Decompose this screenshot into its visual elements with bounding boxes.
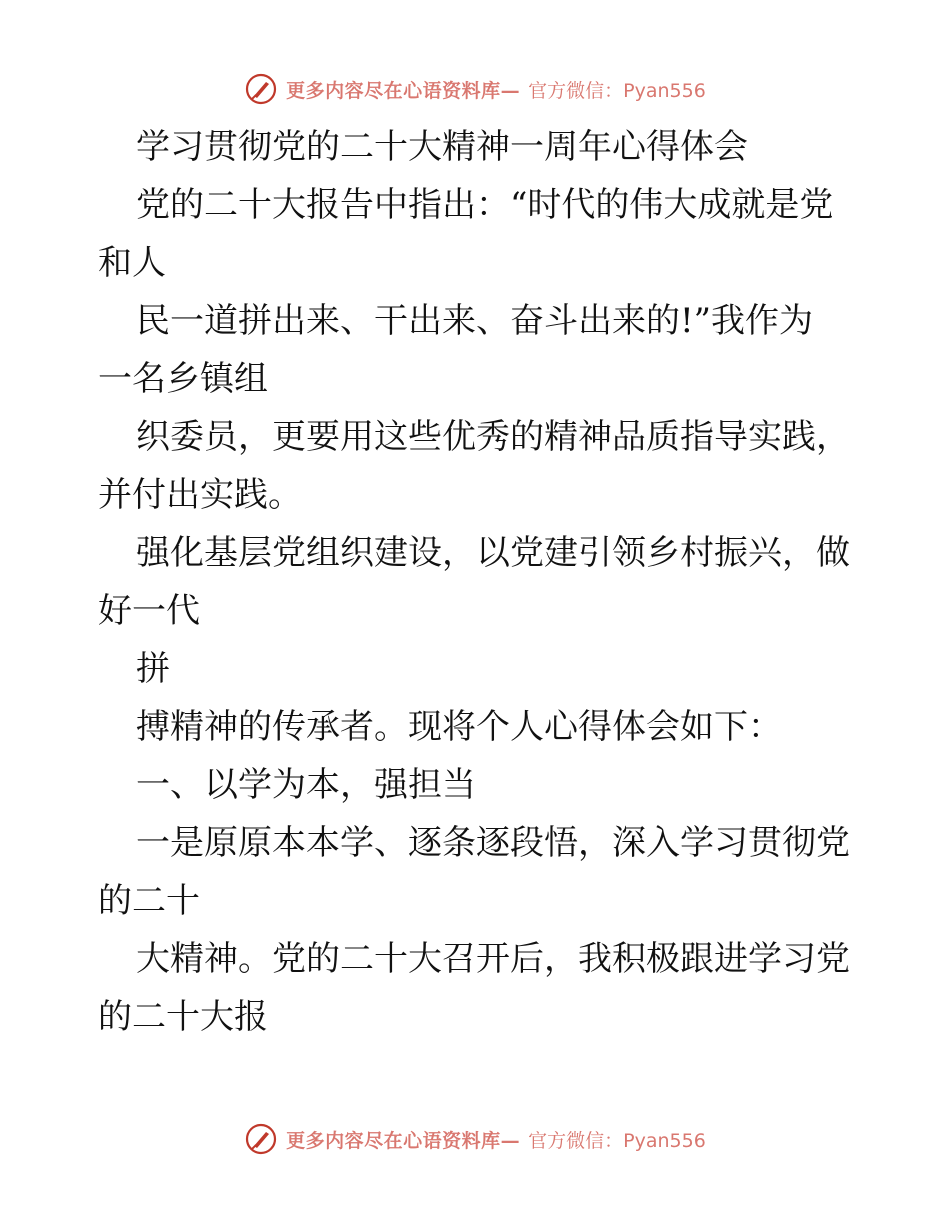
- paragraph-line: 和人: [98, 243, 166, 283]
- paragraph-line: 的二十: [98, 881, 200, 921]
- paragraph-line: 民一道拼出来、干出来、奋斗出来的!”我作为: [136, 301, 814, 341]
- paragraph-line: 一是原原本本学、逐条逐段悟，深入学习贯彻党: [136, 823, 850, 863]
- paragraph-line: 好一代: [98, 591, 200, 631]
- document-title: 学习贯彻党的二十大精神一周年心得体会: [136, 127, 748, 167]
- paragraph-line: 一名乡镇组: [98, 359, 268, 399]
- paragraph-line: 织委员，更要用这些优秀的精神品质指导实践，: [136, 417, 850, 457]
- paragraph-line: 并付出实践。: [98, 475, 302, 515]
- quill-circle-icon: [244, 1122, 278, 1156]
- paragraph-line: 搏精神的传承者。现将个人心得体会如下：: [136, 707, 782, 747]
- watermark-wechat: 官方微信：Pyan556: [528, 1129, 706, 1152]
- paragraph-line: 强化基层党组织建设，以党建引领乡村振兴，做: [136, 533, 850, 573]
- paragraph-line: 大精神。党的二十大召开后，我积极跟进学习党: [136, 939, 850, 979]
- paragraph-line: 的二十大报: [98, 997, 268, 1037]
- watermark-wechat: 官方微信：Pyan556: [528, 79, 706, 102]
- footer-watermark: [0, 1122, 950, 1156]
- paragraph-line: 党的二十大报告中指出：“时代的伟大成就是党: [136, 185, 834, 225]
- section-heading: 一、以学为本，强担当: [136, 765, 476, 805]
- header-watermark: [0, 72, 950, 106]
- paragraph-line: 拼: [136, 649, 170, 689]
- watermark-text: 更多内容尽在心语资料库—: [286, 79, 521, 102]
- document-body: [98, 118, 858, 1046]
- quill-circle-icon: [244, 72, 278, 106]
- watermark-text: 更多内容尽在心语资料库—: [286, 1129, 521, 1152]
